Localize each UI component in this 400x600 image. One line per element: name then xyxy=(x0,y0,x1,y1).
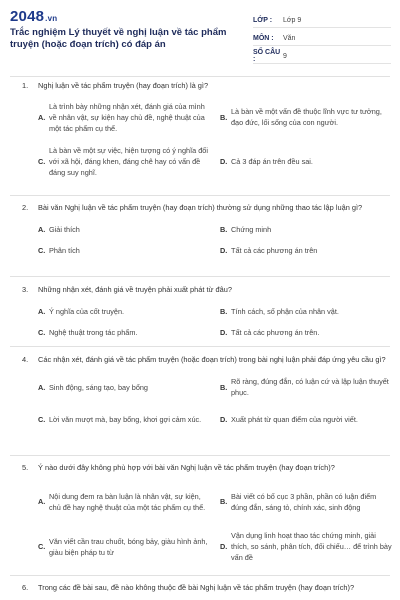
divider xyxy=(10,575,390,576)
option-letter: D. xyxy=(220,414,228,424)
option-text: Giải thích xyxy=(49,225,80,234)
option-text: Vận dụng linh hoạt thao tác chứng minh, giải thích, so sánh, phân tích, đối chiếu… để trình bày vấn đề xyxy=(231,531,392,562)
option-text: Là bàn về một sự việc, hiện tượng có ý nghĩa đối với xã hội, đáng khen, đáng chê hay có vấn đề đáng suy nghĩ. xyxy=(49,145,208,177)
question-1 xyxy=(22,80,394,183)
option-letter: B. xyxy=(220,225,228,234)
option-a[interactable] xyxy=(38,219,212,240)
question-number: 4. xyxy=(22,355,29,364)
option-c[interactable] xyxy=(38,139,212,183)
divider xyxy=(10,76,390,77)
question-5 xyxy=(22,462,394,569)
option-d[interactable] xyxy=(220,524,394,569)
site-logo[interactable] xyxy=(10,8,57,25)
option-c[interactable] xyxy=(38,524,212,569)
meta-row-count xyxy=(253,49,391,64)
question-6 xyxy=(22,582,394,593)
option-a[interactable] xyxy=(38,95,212,139)
option-letter: B. xyxy=(220,112,228,122)
options xyxy=(38,301,394,343)
option-b[interactable] xyxy=(220,301,394,322)
option-letter: A. xyxy=(38,382,46,392)
option-letter: B. xyxy=(220,382,228,392)
logo-suffix: .vn xyxy=(45,14,58,23)
option-letter: C. xyxy=(38,246,46,255)
logo-text: 2048 xyxy=(10,8,45,25)
question-number: 2. xyxy=(22,203,29,212)
question-3 xyxy=(22,284,394,343)
page-title: Trắc nghiệm Lý thuyết về nghị luận về tác phẩm truyện (hoặc đoạn trích) có đáp án xyxy=(10,27,227,50)
option-letter: D. xyxy=(220,156,228,166)
option-c[interactable] xyxy=(38,322,212,343)
question-text: Bài văn Nghị luận về tác phẩm truyện (hay đoạn trích) thường sử dụng những thao tác lập luận gì? xyxy=(38,203,363,212)
option-b[interactable] xyxy=(220,479,394,524)
option-letter: D. xyxy=(220,328,228,337)
option-letter: B. xyxy=(220,497,228,506)
option-a[interactable] xyxy=(38,479,212,524)
quiz-meta xyxy=(253,13,391,67)
option-text: Nội dung đem ra bàn luận là nhân vật, sự kiện, chủ đề hay nghệ thuật của một tác phẩm cụ thể. xyxy=(49,491,206,512)
question-text: Trong các đề bài sau, đề nào không thuộc đề bài Nghị luận về tác phẩm truyện (hay đoạn trích)? xyxy=(38,583,355,592)
option-a[interactable] xyxy=(38,371,212,403)
option-text: Là bàn về một vấn đề thuộc lĩnh vực tư tưởng, đạo đức, lối sống của con người. xyxy=(231,107,382,127)
option-text: Bài viết có bố cục 3 phần, phần có luận điểm đúng đắn, sáng tỏ, chính xác, sinh động xyxy=(231,491,377,512)
option-c[interactable] xyxy=(38,240,212,261)
option-letter: B. xyxy=(220,307,228,316)
options xyxy=(38,479,394,569)
question-2 xyxy=(22,202,394,261)
option-text: Cả 3 đáp án trên đều sai. xyxy=(231,156,313,166)
divider xyxy=(10,195,390,196)
divider xyxy=(10,276,390,277)
option-d[interactable] xyxy=(220,403,394,435)
option-text: Tất cả các phương án trên. xyxy=(231,328,320,337)
question-text: Nghị luận về tác phẩm truyện (hay đoạn trích) là gì? xyxy=(38,81,209,90)
options xyxy=(38,95,394,183)
question-number: 5. xyxy=(22,463,29,472)
option-d[interactable] xyxy=(220,322,394,343)
option-b[interactable] xyxy=(220,371,394,403)
meta-row-subject xyxy=(253,31,391,46)
option-letter: D. xyxy=(220,246,228,255)
option-letter: C. xyxy=(38,542,46,551)
options xyxy=(38,219,394,261)
question-number: 6. xyxy=(22,583,29,592)
option-d[interactable] xyxy=(220,240,394,261)
divider xyxy=(10,455,390,456)
option-c[interactable] xyxy=(38,403,212,435)
question-text: Ý nào dưới đây không phù hợp với bài văn Nghị luận về tác phẩm truyện (hay đoạn trích)? xyxy=(38,463,335,472)
divider xyxy=(10,346,390,347)
meta-value: 9 xyxy=(283,52,287,60)
option-text: Chứng minh xyxy=(231,225,272,234)
header xyxy=(0,0,400,76)
option-text: Ý nghĩa của cốt truyện. xyxy=(49,307,125,316)
question-number: 3. xyxy=(22,285,29,294)
question-number: 1. xyxy=(22,81,29,90)
option-letter: C. xyxy=(38,328,46,337)
option-letter: C. xyxy=(38,156,46,166)
option-text: Lời văn mượt mà, bay bổng, khơi gợi cảm xúc. xyxy=(49,414,202,424)
option-b[interactable] xyxy=(220,219,394,240)
option-d[interactable] xyxy=(220,139,394,183)
option-letter: D. xyxy=(220,542,228,551)
option-text: Là trình bày những nhận xét, đánh giá của mình về nhân vật, sự kiện hay chủ đề, nghệ thuật của một tác phẩm cụ thể. xyxy=(49,101,205,133)
option-letter: A. xyxy=(38,225,46,234)
option-text: Tất cả các phương án trên xyxy=(231,246,318,255)
meta-row-class xyxy=(253,13,391,28)
option-letter: A. xyxy=(38,497,46,506)
option-text: Phân tích xyxy=(49,246,80,255)
option-letter: C. xyxy=(38,414,46,424)
option-text: Sinh động, sáng tạo, bay bổng xyxy=(49,382,148,392)
question-text: Các nhận xét, đánh giá về tác phẩm truyện (hoặc đoạn trích) trong bài nghị luận phải đáp ứng yêu cầu gì? xyxy=(38,355,386,364)
meta-value: Văn xyxy=(283,34,296,42)
meta-label: LỚP : xyxy=(253,16,273,24)
option-text: Nghệ thuật trong tác phẩm. xyxy=(49,328,138,337)
option-letter: A. xyxy=(38,307,46,316)
option-a[interactable] xyxy=(38,301,212,322)
option-text: Xuất phát từ quan điểm của người viết. xyxy=(231,414,358,424)
option-letter: A. xyxy=(38,112,46,122)
question-text: Những nhận xét, đánh giá về truyện phải xuất phát từ đâu? xyxy=(38,285,232,294)
option-text: Tính cách, số phận của nhân vật. xyxy=(231,307,339,316)
option-text: Văn viết cần trau chuốt, bóng bảy, giàu hình ảnh, giàu biện pháp tu từ xyxy=(49,536,208,557)
option-text: Rõ ràng, đúng đắn, có luận cứ và lập luận thuyết phục. xyxy=(231,377,389,397)
question-4 xyxy=(22,354,394,435)
meta-value: Lớp 9 xyxy=(283,16,302,24)
options xyxy=(38,371,394,435)
meta-label: MÔN : xyxy=(253,34,274,42)
meta-label: SỐ CÂU : xyxy=(253,49,281,63)
option-b[interactable] xyxy=(220,95,394,139)
